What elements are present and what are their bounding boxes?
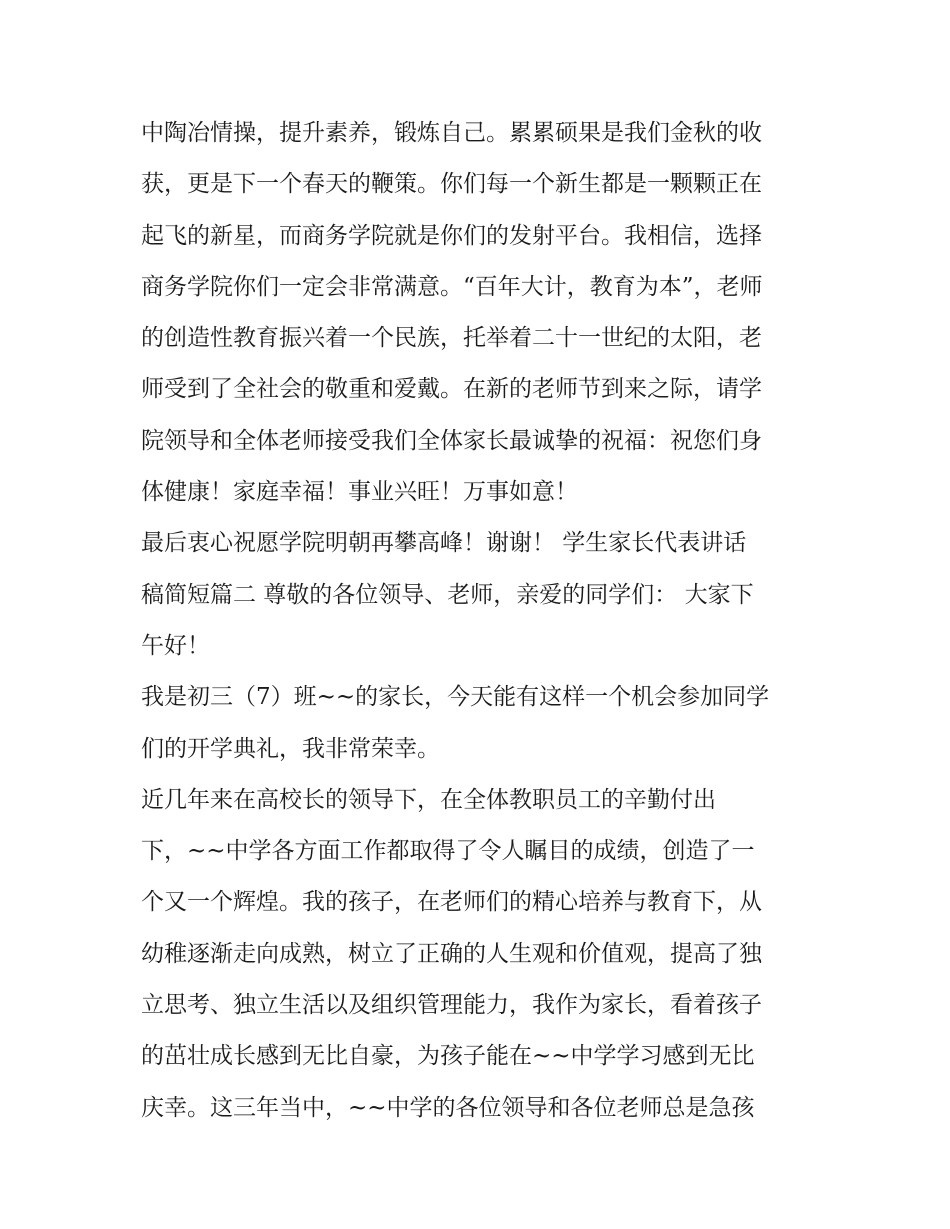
text-line-14: 近几年来在高校长的领导下，在全体教职员工的辛勤付出 (141, 786, 716, 813)
text-line-6: 师受到了全社会的敬重和爱戴。在新的老师节到来之际，请学 (141, 376, 762, 403)
text-line-13: 们的开学典礼，我非常荣幸。 (141, 735, 440, 762)
text-line-19: 的茁壮成长感到无比自豪，为孩子能在~~中学学习感到无比 (141, 1043, 755, 1070)
text-line-7: 院领导和全体老师接受我们全体家长最诚挚的祝福：祝您们身 (141, 427, 762, 454)
text-line-16: 个又一个辉煌。我的孩子，在老师们的精心培养与教育下，从 (141, 889, 762, 916)
text-line-8: 体健康！家庭幸福！事业兴旺！万事如意！ (141, 479, 578, 506)
text-line-1: 中陶冶情操，提升素养，锻炼自己。累累硕果是我们金秋的收 (141, 120, 762, 146)
text-line-17: 幼稚逐渐走向成熟，树立了正确的人生观和价值观，提高了独 (141, 940, 762, 967)
text-line-18: 立思考、独立生活以及组织管理能力，我作为家长，看着孩子 (141, 992, 762, 1019)
text-line-5: 的创造性教育振兴着一个民族，托举着二十一世纪的太阳，老 (141, 325, 762, 352)
document-text (141, 108, 821, 1134)
text-line-3: 起飞的新星，而商务学院就是你们的发射平台。我相信，选择 (141, 222, 762, 249)
text-line-2: 获，更是下一个春天的鞭策。你们每一个新生都是一颗颗正在 (141, 171, 762, 198)
text-line-15: 下，~~中学各方面工作都取得了令人瞩目的成绩，创造了一 (141, 838, 755, 865)
text-line-12: 我是初三（7）班~~的家长，今天能有这样一个机会参加同学 (141, 684, 770, 711)
text-line-9: 最后衷心祝愿学院明朝再攀高峰！谢谢！ 学生家长代表讲话 (141, 530, 747, 557)
text-line-20: 庆幸。这三年当中，~~中学的各位领导和各位老师总是急孩 (141, 1094, 755, 1121)
text-line-4: 商务学院你们一定会非常满意。“百年大计，教育为本”，老师 (141, 273, 763, 300)
text-line-10: 稿简短篇二 尊敬的各位领导、老师，亲爱的同学们： 大家下 (141, 581, 754, 608)
text-line-11: 午好！ (141, 632, 210, 659)
